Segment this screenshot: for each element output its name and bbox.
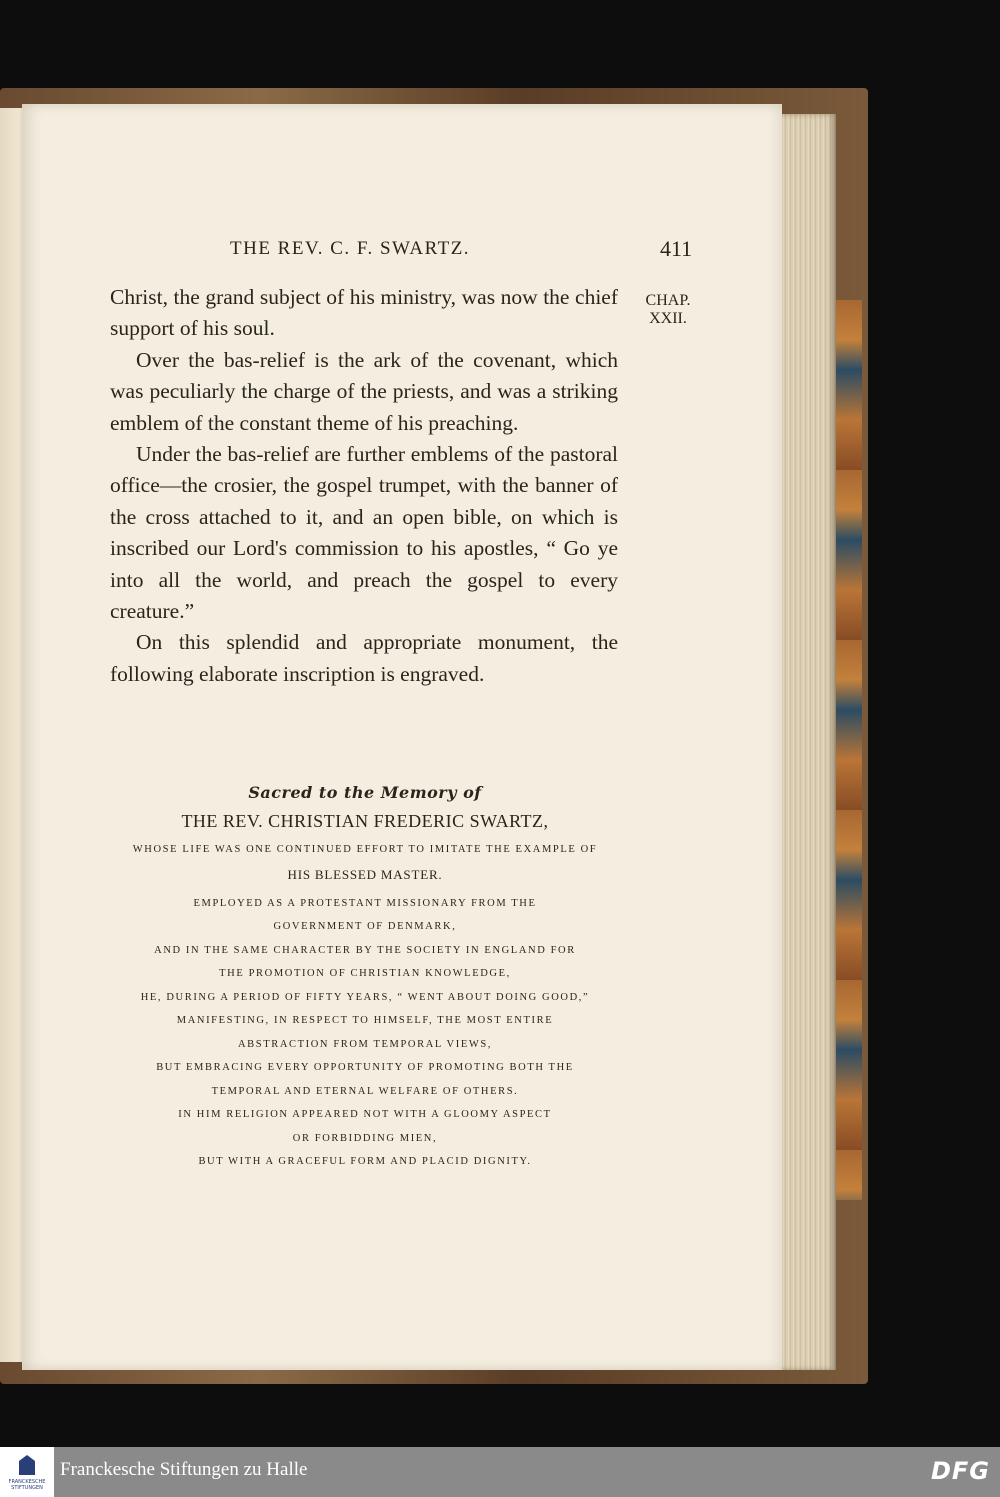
inscription-line: OR FORBIDDING MIEN, — [292, 1132, 438, 1144]
inscription-line: BUT EMBRACING EVERY OPPORTUNITY OF PROMOTING BOTH THE — [156, 1062, 574, 1073]
inscription-line: BUT WITH A GRACEFUL FORM AND PLACID DIGNITY. — [198, 1156, 532, 1167]
running-head: THE REV. C. F. SWARTZ. — [230, 238, 471, 259]
inscription-line: EMPLOYED AS A PROTESTANT MISSIONARY FROM THE — [193, 897, 537, 909]
footer-title: Franckesche Stiftungen zu Halle — [60, 1459, 308, 1480]
inscription-master: HIS BLESSED MASTER. — [287, 866, 443, 882]
chapter-marker — [636, 292, 700, 328]
building-icon — [19, 1455, 35, 1475]
body-text — [110, 282, 618, 690]
inscription-line: IN HIM RELIGION APPEARED NOT WITH A GLOOMY ASPECT — [178, 1109, 552, 1120]
inscription-line: AND IN THE SAME CHARACTER BY THE SOCIETY IN ENGLAND FOR — [154, 944, 576, 956]
paragraph: On this splendid and appropriate monument, the following elaborate inscription is engraved. — [110, 630, 618, 686]
inscription-line: TEMPORAL AND ETERNAL WELFARE OF OTHERS. — [211, 1085, 519, 1097]
logo-text: FRANCKESCHE STIFTUNGEN — [8, 1479, 46, 1491]
inscription-name: THE REV. CHRISTIAN FREDERIC SWARTZ, — [181, 811, 549, 831]
dfg-logo[interactable]: DFG — [930, 1457, 990, 1485]
franckesche-logo[interactable] — [0, 1447, 54, 1497]
paragraph: Under the bas-relief are further emblems of the pastoral office—the crosier, the gospel trumpet, with the banner of the cross attached to it, and an open bible, on which is inscribed our Lord's commission to his apostles, “ Go ye into all the world, and preach the gospel to every creature.” — [110, 442, 618, 624]
inscription-line: WHOSE LIFE WAS ONE CONTINUED EFFORT TO IMITATE THE EXAMPLE OF — [132, 844, 598, 855]
inscription-line: ABSTRACTION FROM TEMPORAL VIEWS, — [237, 1038, 493, 1050]
paragraph: Christ, the grand subject of his ministry, was now the chief support of his soul. — [110, 285, 618, 341]
chapter-label: CHAP. — [645, 292, 691, 309]
footer-bar — [0, 1447, 1000, 1497]
inscription-line: GOVERNMENT OF DENMARK, — [273, 921, 457, 932]
page-number: 411 — [660, 236, 693, 261]
chapter-number: XXII. — [649, 310, 687, 327]
marbled-cover-edge — [832, 300, 862, 1200]
inscription — [100, 783, 630, 1174]
page-stack-edge — [782, 114, 836, 1370]
inscription-line: HE, DURING A PERIOD OF FIFTY YEARS, “ WENT ABOUT DOING GOOD,” — [140, 991, 590, 1003]
inscription-dedication: Sacred to the Memory of — [248, 783, 482, 802]
paragraph: Over the bas-relief is the ark of the covenant, which was peculiarly the charge of the priests, and was a striking emblem of the constant theme of his preaching. — [110, 347, 618, 435]
inscription-line: MANIFESTING, IN RESPECT TO HIMSELF, THE MOST ENTIRE — [176, 1015, 554, 1026]
inscription-line: THE PROMOTION OF CHRISTIAN KNOWLEDGE, — [219, 968, 511, 979]
